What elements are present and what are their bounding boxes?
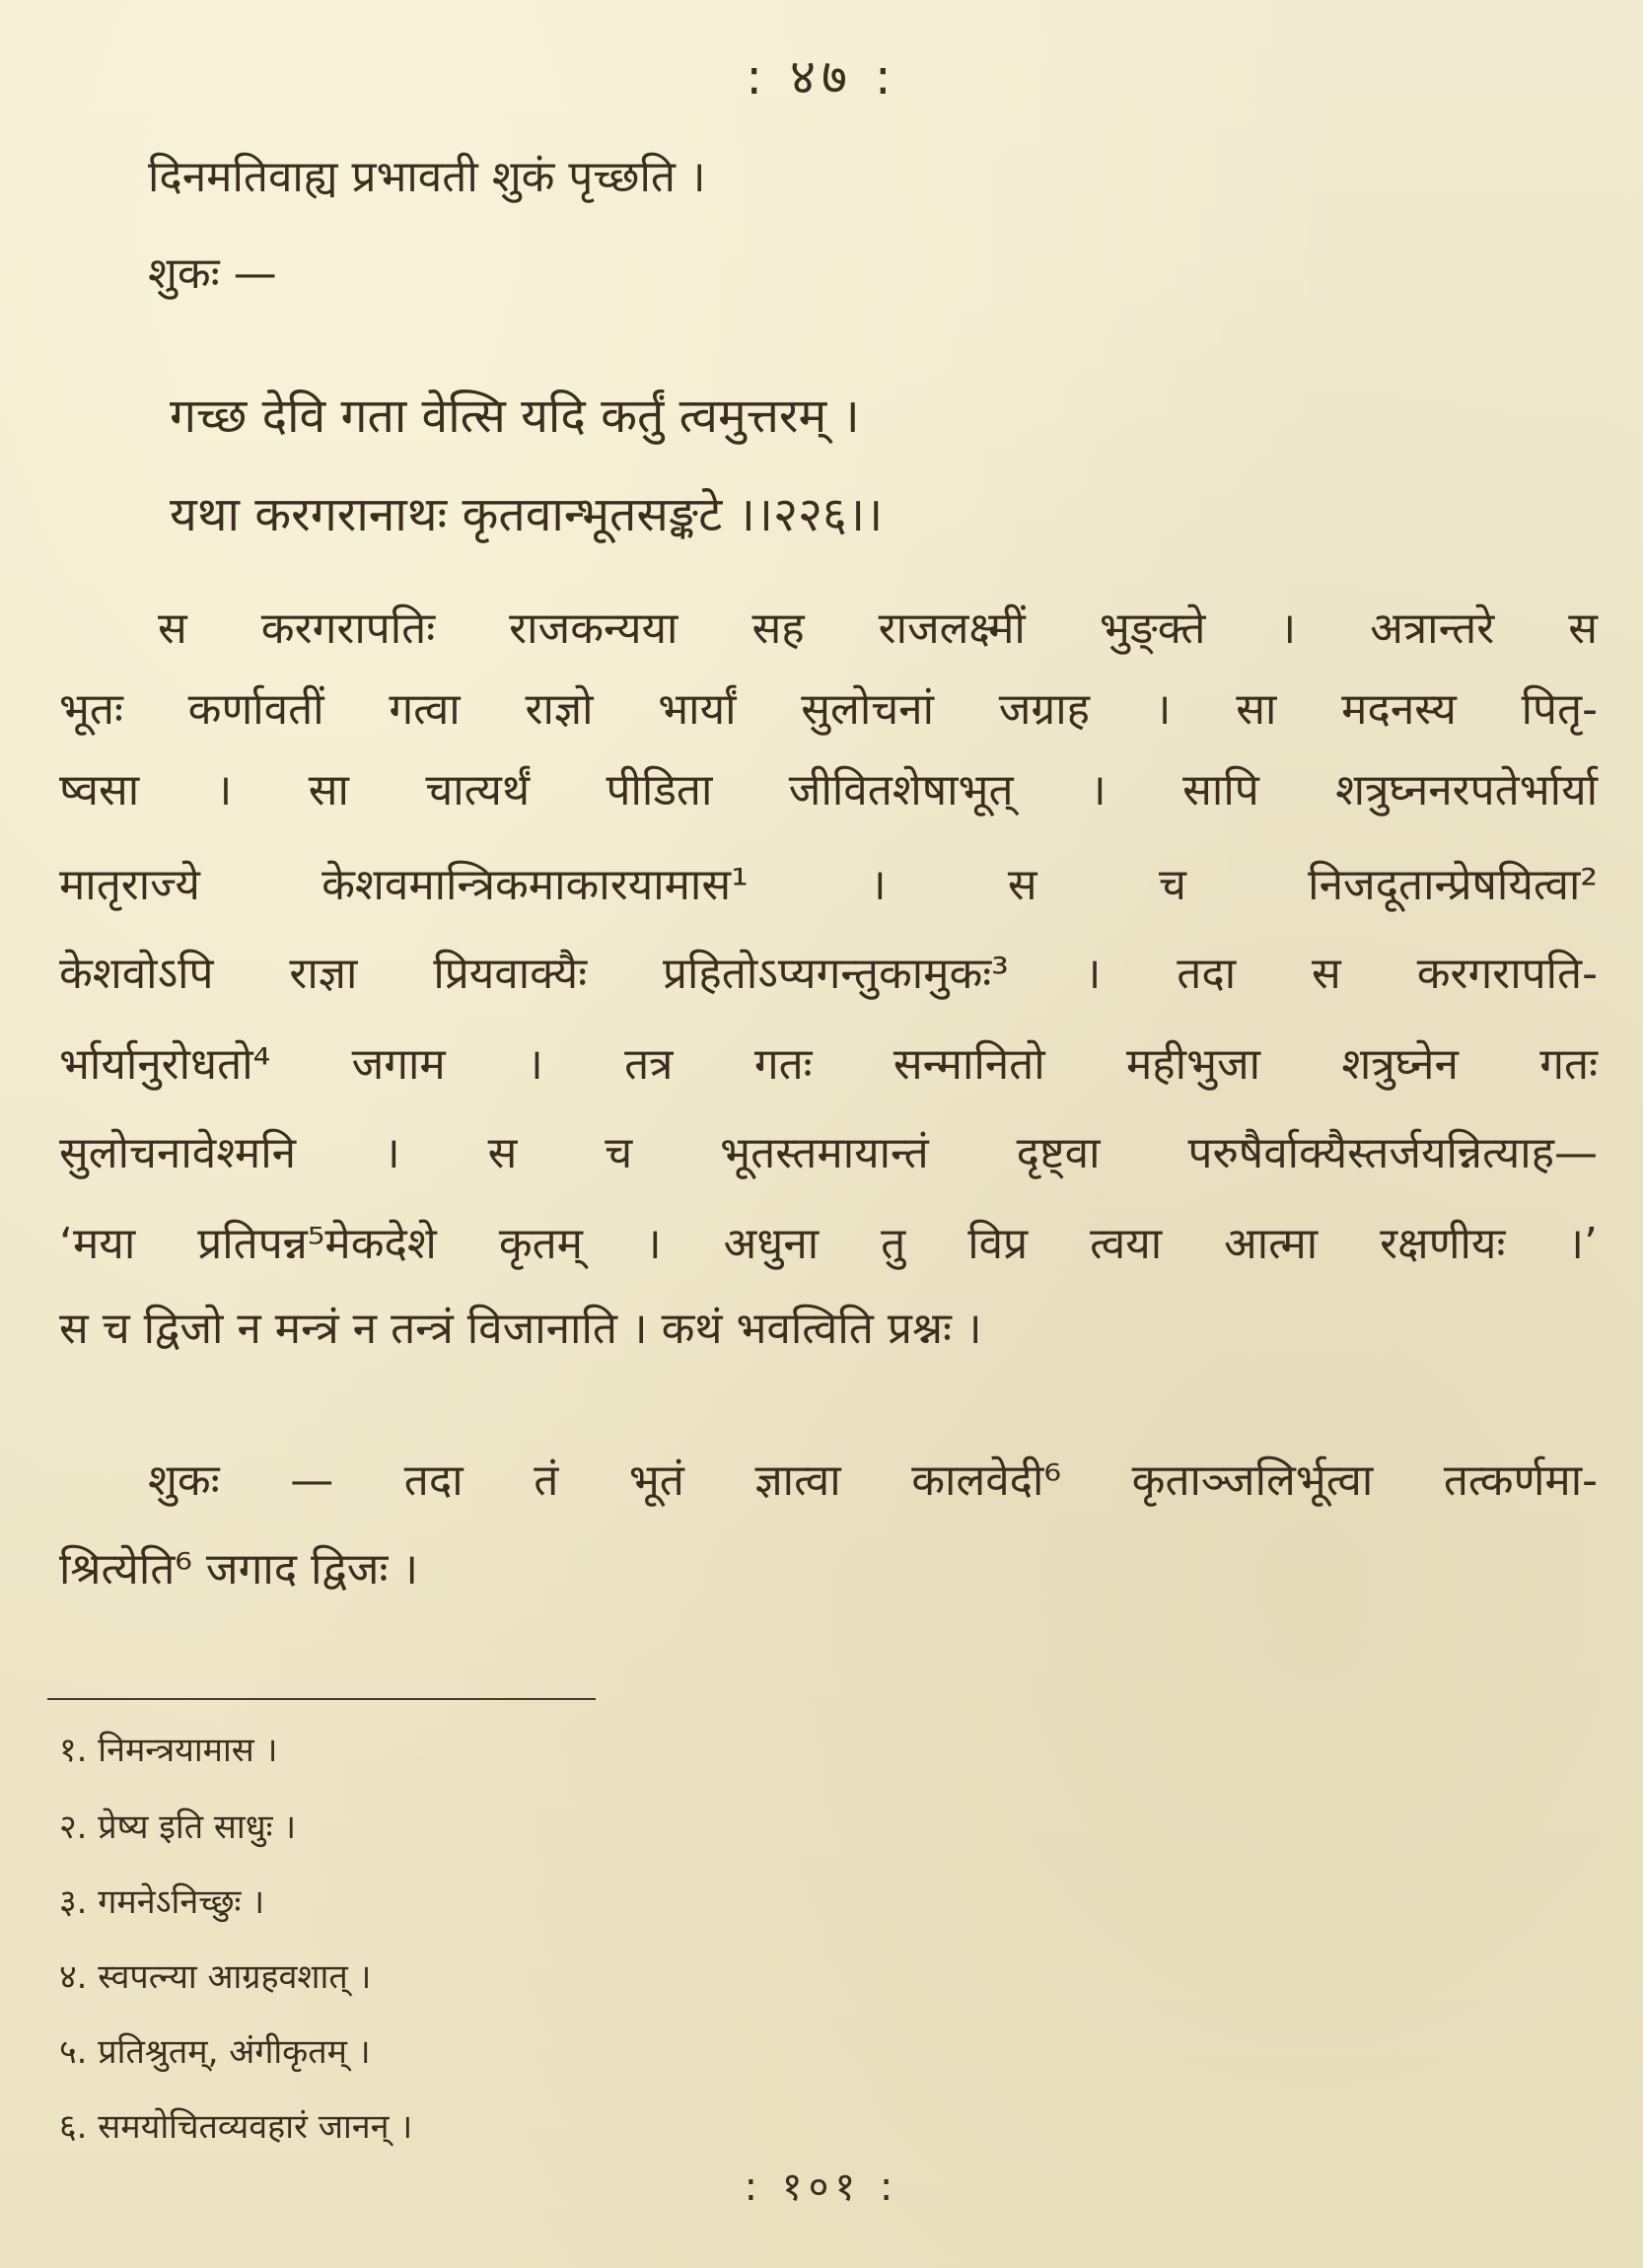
intro-line: दिनमतिवाह्य प्रभावती शुकं पृच्छति ।	[148, 152, 706, 202]
verse-line-1: गच्छ देवि गता वेत्सि यदि कर्तुं त्वमुत्तरम् ।	[170, 389, 860, 444]
footnote: १. निमन्त्रयामास ।	[59, 1731, 278, 1770]
paragraph-line: ‘मया प्रतिपन्न⁵मेकदेशे कृतम् । अधुना तु विप्र त्वया आत्मा रक्षणीयः ।’	[59, 1219, 1598, 1269]
page-number-bottom: : १०१ :	[744, 2164, 899, 2210]
footnote: ५. प्रतिश्रुतम्, अंगीकृतम् ।	[59, 2032, 371, 2072]
paragraph-line: र्भार्यानुरोधतो⁴ जगाम । तत्र गतः सन्मानितो महीभुजा शत्रुघ्नेन गतः	[59, 1039, 1598, 1090]
footnote-divider	[47, 1698, 596, 1700]
paragraph-line: स करगरापतिः राजकन्यया सह राजलक्ष्मीं भुङ्क्ते । अत्रान्तरे स	[158, 603, 1598, 654]
footnote: ३. गमनेऽनिच्छुः ।	[59, 1882, 265, 1922]
closing-line: श्रित्येति⁶ जगाद द्विजः ।	[59, 1544, 418, 1595]
paragraph-line: स च द्विजो न मन्त्रं न तन्त्रं विजानाति । कथं भवत्विति प्रश्नः ।	[59, 1304, 982, 1354]
speaker-label: शुकः —	[148, 248, 277, 299]
footnote: ४. स्वपत्न्या आग्रहवशात् ।	[59, 1957, 372, 1997]
verse-line-2: यथा करगरानाथः कृतवान्भूतसङ्कटे ।।२२६।।	[170, 487, 884, 542]
paragraph-line: भूतः कर्णावतीं गत्वा राज्ञो भार्यां सुलोचनां जग्राह । सा मदनस्य पितृ-	[59, 684, 1598, 735]
closing-line: शुकः — तदा तं भूतं ज्ञात्वा कालवेदी⁶ कृताञ्जलिर्भूत्वा तत्कर्णमा-	[148, 1455, 1598, 1506]
paragraph-line: ष्वसा । सा चात्यर्थं पीडिता जीवितशेषाभूत् । सापि शत्रुघ्ननरपतेर्भार्या	[59, 765, 1598, 815]
footnote: २. प्रेष्य इति साधुः ।	[59, 1807, 297, 1847]
footnote: ६. समयोचितव्यवहारं जानन् ।	[59, 2107, 413, 2147]
paragraph-line: सुलोचनावेश्मनि । स च भूतस्तमायान्तं दृष्ट्वा परुषैर्वाक्यैस्तर्जयन्नित्याह—	[59, 1128, 1598, 1178]
page-number-top: : ४७ :	[746, 48, 897, 106]
paragraph-line: मातृराज्ये केशवमान्त्रिकमाकारयामास¹ । स च निजदूतान्प्रेषयित्वा²	[59, 860, 1598, 910]
paragraph-line: केशवोऽपि राज्ञा प्रियवाक्यैः प्रहितोऽप्यगन्तुकामुकः³ । तदा स करगरापति-	[59, 949, 1598, 999]
